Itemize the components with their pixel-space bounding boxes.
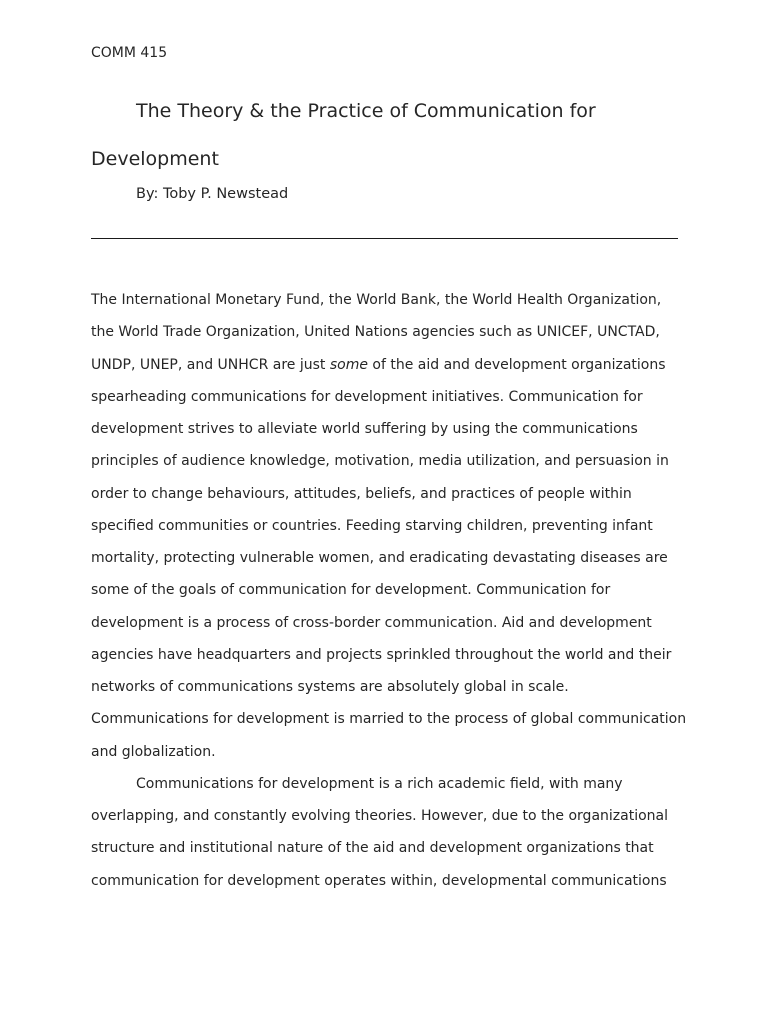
body-line: overlapping, and constantly evolving theories. However, due to the organizational	[91, 808, 669, 824]
body-line: some of the goals of communication for development. Communication for	[91, 582, 611, 599]
body-line: communication for development operates within, developmental communications	[91, 872, 667, 889]
body-line: specified communities or countries. Feeding starving children, preventing infant	[91, 517, 653, 534]
author-byline: By: Toby P. Newstead	[136, 186, 289, 202]
body-line: spearheading communications for development initiatives. Communication for	[91, 388, 643, 405]
body-line: mortality, protecting vulnerable women, and eradicating devastating diseases are	[91, 550, 668, 566]
body-line: the World Trade Organization, United Nations agencies such as UNICEF, UNCTAD,	[91, 324, 660, 341]
body-line-text: of the aid and development organizations	[367, 356, 666, 373]
document-title: The Theory & the Practice of Communication for Development	[91, 100, 596, 170]
body-text	[91, 284, 691, 897]
emphasized-word: some	[329, 356, 368, 373]
body-line: agencies have headquarters and projects sprinkled throughout the world and their	[91, 646, 672, 663]
body-line	[91, 349, 691, 381]
body-line: order to change behaviours, attitudes, beliefs, and practices of people within	[91, 485, 632, 502]
horizontal-divider	[91, 238, 678, 239]
body-line: and globalization.	[91, 743, 216, 760]
body-line-text: UNDP, UNEP, and UNHCR are just	[91, 356, 330, 373]
course-code: COMM 415	[91, 45, 168, 61]
body-line: Communications for development is married to the process of global communication	[91, 711, 687, 728]
body-line: development is a process of cross-border communication. Aid and development	[91, 614, 652, 631]
body-line: The International Monetary Fund, the World Bank, the World Health Organization,	[91, 292, 662, 308]
body-line: principles of audience knowledge, motivation, media utilization, and persuasion in	[91, 453, 669, 470]
paragraph-start-line: Communications for development is a rich academic field, with many	[136, 775, 623, 792]
body-line: networks of communications systems are absolutely global in scale.	[91, 679, 569, 695]
body-line: structure and institutional nature of the aid and development organizations that	[91, 840, 654, 857]
body-line: development strives to alleviate world suffering by using the communications	[91, 421, 638, 437]
